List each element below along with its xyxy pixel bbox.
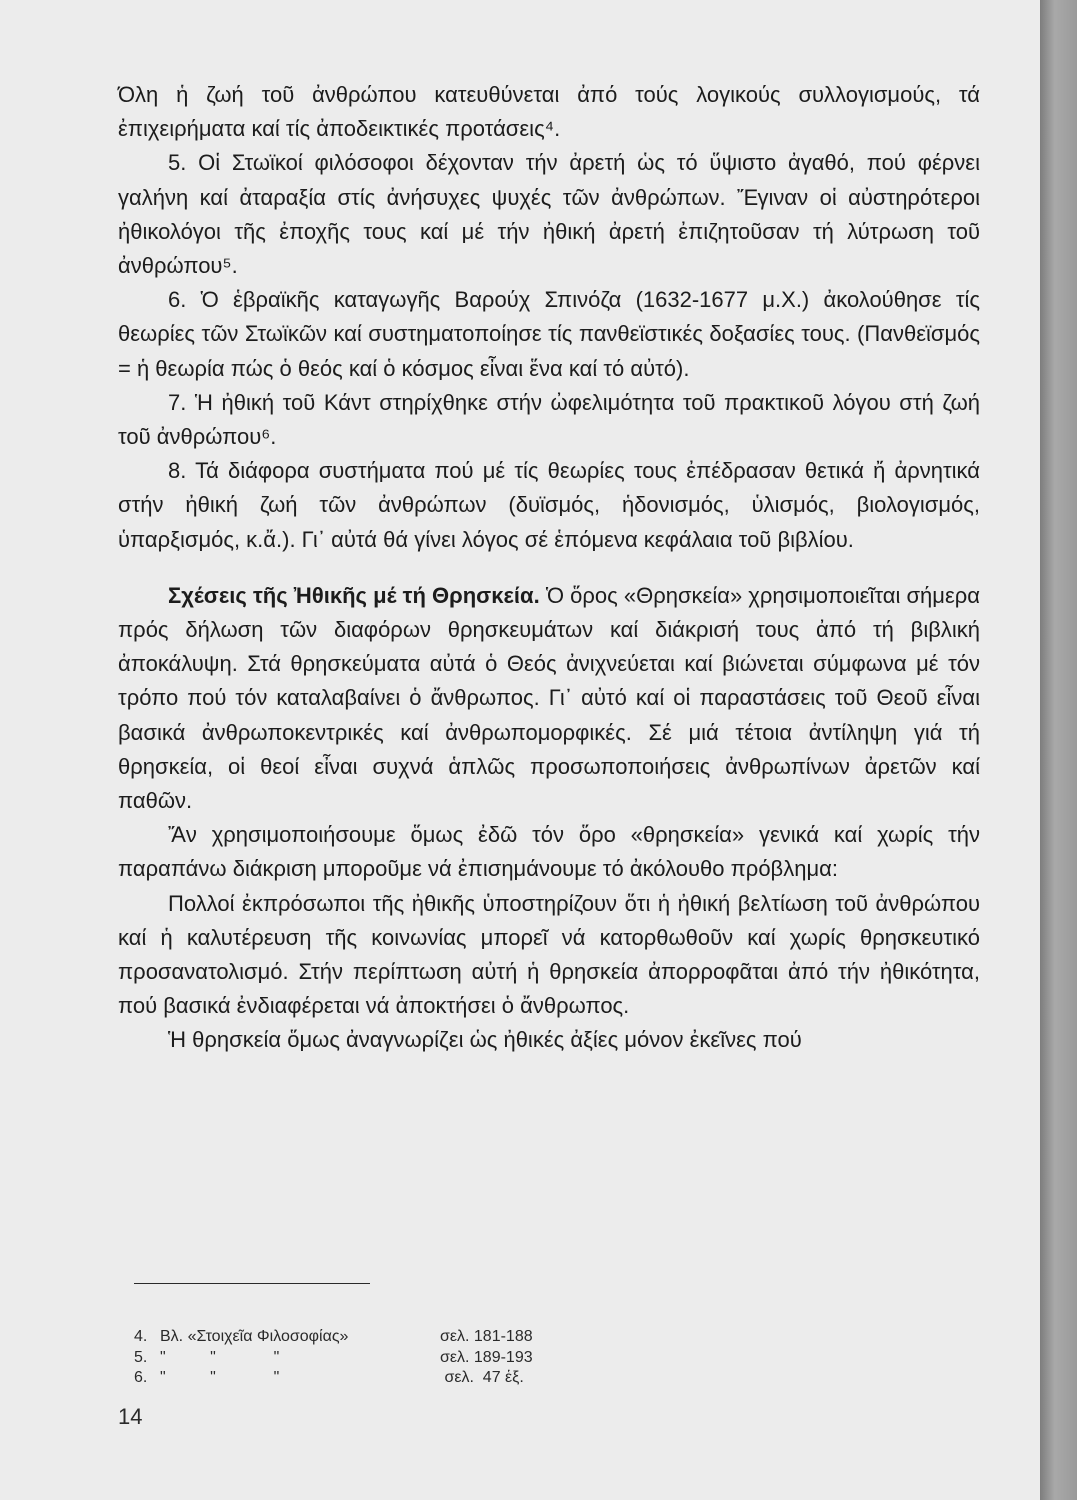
section-text: Ὁ ὅρος «Θρησκεία» χρησιμοποιεῖται σήμερα πρός δήλωση τῶν διαφόρων θρησκευμάτων καί διάκρισή τους ἀπό τή βιβλική ἀποκάλυψη. Στά θρησκεύματα αὐτά ὁ Θεός ἀνιχνεύεται καί βιώνεται σύμφωνα μέ τόν τρόπο πού τόν καταλαβαίνει ὁ ἄνθρωπος. Γι᾽ αὐτό καί οἱ παραστάσεις τοῦ Θεοῦ εἶναι βασικά ἀνθρωποκεντρικές καί ἀνθρωπομορφικές. Σέ μιά τέτοια ἀντίληψη γιά τή θρησκεία, οἱ θεοί εἶναι συχνά ἁπλῶς προσωποποιήσεις ἀνθρωπίνων ἀρετῶν καί παθῶν.	[118, 582, 980, 814]
footnote-pages: σελ. 181-188	[440, 1328, 533, 1345]
paragraph-continuation: Ἡ θρησκεία ὅμως ἀναγνωρίζει ὡς ἠθικές ἀξίες μόνον ἐκεῖνες πού	[168, 1027, 802, 1053]
section-paragraph	[118, 579, 980, 818]
footnote-number: 4.	[134, 1328, 148, 1345]
footnote-pages: σελ. 47 ἑξ.	[440, 1369, 524, 1386]
footnote-reference: " " "	[160, 1369, 280, 1386]
footnote-pages: σελ. 189-193	[440, 1348, 533, 1366]
body-text	[118, 78, 980, 1058]
footnote-separator	[134, 1283, 370, 1284]
footnote-reference: " " "	[160, 1348, 280, 1366]
paragraph-problem: Πολλοί ἐκπρόσωποι τῆς ἠθικῆς ὑποστηρίζουν ὅτι ἡ ἠθική βελτίωση τοῦ ἀνθρώπου καί ἡ καλυτέρευση τῆς κοινωνίας μπορεῖ νά κατορθωθοῦν καί χωρίς θρησκευτικό προσανατολισμό. Στήν περίπτωση αὐτή ἡ θρησκεία ἀπορροφᾶται ἀπό τήν ἠθικότητα, πού βασικά ἐνδιαφέρεται νά ἀποκτήσει ὁ ἄνθρωπος.	[118, 890, 980, 1019]
page-edge-shadow	[1040, 0, 1077, 1500]
footnote-number: 5.	[134, 1348, 148, 1366]
footnotes	[134, 1327, 594, 1389]
footnote-row	[134, 1368, 594, 1389]
paragraph-item-8: 8. Τά διάφορα συστήματα πού μέ τίς θεωρίες τους ἐπέδρασαν θετικά ἤ ἀρνητικά στήν ἠθική ζωή τῶν ἀνθρώπων (δυϊσμός, ἡδονισμός, ὑλισμός, βιολογισμός, ὑπαρξισμός, κ.ἄ.). Γι᾽ αὐτά θά γίνει λόγος σέ ἑπόμενα κεφάλαια τοῦ βιβλίου.	[118, 458, 980, 552]
paragraph-item-6: 6. Ὁ ἑβραϊκῆς καταγωγῆς Βαρούχ Σπινόζα (1632-1677 μ.Χ.) ἀκολούθησε τίς θεωρίες τῶν Στωϊκῶν καί συστηματοποίησε τίς πανθεϊστικές δοξασίες τους. (Πανθεϊσμός = ἡ θεωρία πώς ὁ θεός καί ὁ κόσμος εἶναι ἕνα καί τό αὐτό).	[118, 287, 980, 381]
paragraph-intro: Όλη ἡ ζωή τοῦ ἀνθρώπου κατευθύνεται ἀπό τούς λογικούς συλλογισμούς, τά ἐπιχειρήματα καί τίς ἀποδεικτικές προτάσεις⁴.	[118, 82, 980, 142]
paragraph-item-7: 7. Ἡ ἠθική τοῦ Κάντ στηρίχθηκε στήν ὠφελιμότητα τοῦ πρακτικοῦ λόγου στή ζωή τοῦ ἀνθρώπου⁶.	[118, 389, 980, 450]
footnote-number: 6.	[134, 1369, 148, 1386]
section-heading: Σχέσεις τῆς Ἠθικῆς μέ τή Θρησκεία.	[168, 582, 540, 608]
page-number: 14	[118, 1404, 143, 1429]
paragraph-definition: Ἄν χρησιμοποιήσουμε ὅμως ἐδῶ τόν ὅρο «θρησκεία» γενικά καί χωρίς τήν παραπάνω διάκριση μποροῦμε νά ἐπισημάνουμε τό ἀκόλουθο πρόβλημα:	[118, 822, 980, 882]
footnote-reference: Βλ. «Στοιχεῖα Φιλοσοφίας»	[160, 1328, 349, 1345]
footnote-row	[134, 1348, 594, 1369]
footnote-row	[134, 1327, 594, 1348]
paragraph-item-5: 5. Οἱ Στωϊκοί φιλόσοφοι δέχονταν τήν ἀρετή ὡς τό ὕψιστο ἀγαθό, πού φέρνει γαλήνη καί ἀταραξία στίς ἀνήσυχες ψυχές τῶν ἀνθρώπων. Ἔγιναν οἱ αὐστηρότεροι ἠθικολόγοι τῆς ἐποχῆς τους καί μέ τήν ἠθική ἀρετή ἐπιζητοῦσαν τή λύτρωση τοῦ ἀνθρώπου⁵.	[118, 150, 980, 279]
